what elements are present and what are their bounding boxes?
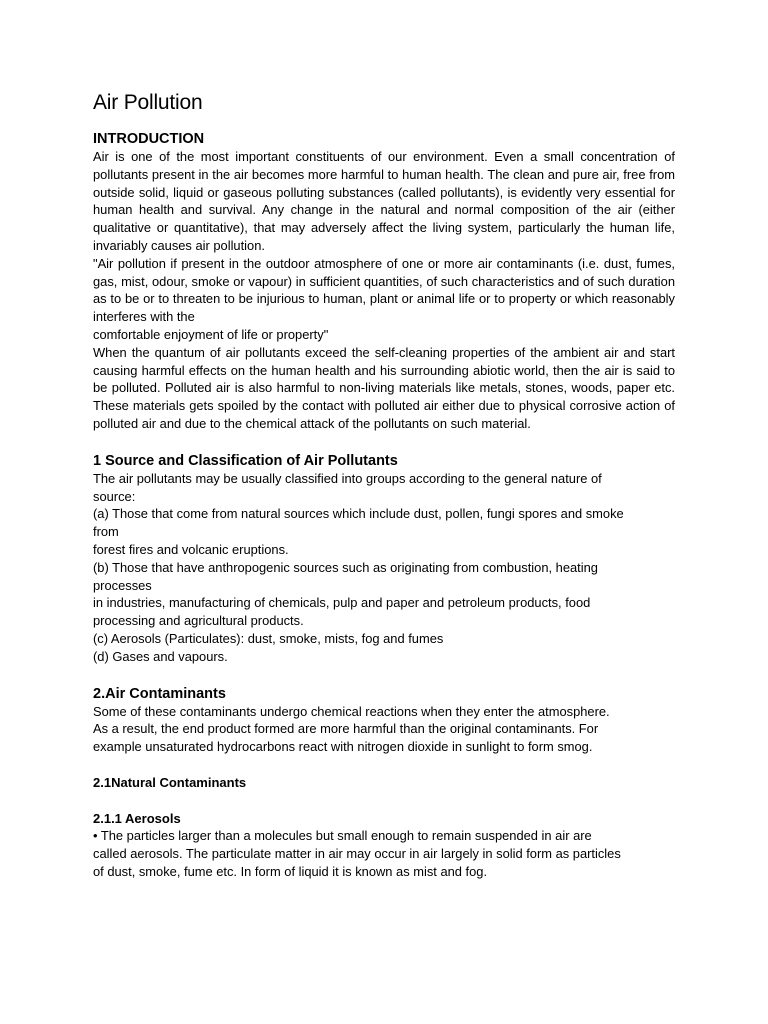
intro-paragraph-3: When the quantum of air pollutants exceed the self-cleaning properties of the ambient air and start causing harmful effects on the human health and his surrounding abiotic world, then the air is said to be polluted. Polluted air is also harmful to non-living materials like metals, stones, woods, paper etc. These materials gets spoiled by the contact with polluted air either due to physical corrosive action of polluted air and due to the chemical attack of the pollutants on such material. <box>93 344 675 431</box>
section-2-1-1-line: called aerosols. The particulate matter in air may occur in air largely in solid form as particles <box>93 845 621 861</box>
section-2-1-1-line: of dust, smoke, fume etc. In form of liquid it is known as mist and fog. <box>93 863 488 879</box>
section-2-heading: 2.Air Contaminants <box>93 685 226 702</box>
section-2-1-1-line: • The particles larger than a molecules but small enough to remain suspended in air are <box>93 827 592 843</box>
intro-heading: INTRODUCTION <box>93 131 205 147</box>
section-1-line: (c) Aerosols (Particulates): dust, smoke, mists, fog and fumes <box>93 630 444 646</box>
section-2-line: Some of these contaminants undergo chemical reactions when they enter the atmosphere. <box>93 703 610 719</box>
intro-paragraph-2: "Air pollution if present in the outdoor atmosphere of one or more air contaminants (i.e. dust, fumes, gas, mist, odour, smoke or vapour) in sufficient quantities, of such characteristics and of such duration as to be or to threaten to be injurious to human, plant or animal life or to property or which reasonably interferes with the <box>93 255 675 325</box>
section-2-1-1-body <box>93 827 675 880</box>
section-1-line: The air pollutants may be usually classified into groups according to the general nature of <box>93 470 602 486</box>
section-1-line: (a) Those that come from natural sources which include dust, pollen, fungi spores and smoke <box>93 506 624 522</box>
section-1-line: processing and agricultural products. <box>93 613 304 629</box>
section-1-line: processes <box>93 577 152 593</box>
section-2-body <box>93 703 675 756</box>
section-1-line: (b) Those that have anthropogenic sources such as originating from combustion, heating <box>93 559 598 575</box>
document-page <box>93 86 675 880</box>
section-2-line: example unsaturated hydrocarbons react with nitrogen dioxide in sunlight to form smog. <box>93 739 593 755</box>
intro-paragraph-1: Air is one of the most important constituents of our environment. Even a small concentration of pollutants present in the air becomes more harmful to human health. The clean and pure air, free from outside solid, liquid or gaseous polluting substances (called pollutants), is evidently very essential for human health and survival. Any change in the natural and normal composition of the air (either qualitative or quantitative), that may adversely affect the living system, particularly the human life, invariably causes air pollution. <box>93 149 675 253</box>
intro-paragraph-2-tail: comfortable enjoyment of life or property" <box>93 326 329 342</box>
section-2-line: As a result, the end product formed are more harmful than the original contaminants. For <box>93 721 599 737</box>
document-title: Air Pollution <box>93 91 203 114</box>
section-2-1-1-heading: 2.1.1 Aerosols <box>93 810 181 826</box>
section-1-line: source: <box>93 488 136 504</box>
section-1-line: from <box>93 524 119 540</box>
section-1-line: forest fires and volcanic eruptions. <box>93 541 289 557</box>
section-1-body <box>93 470 675 666</box>
section-1-line: (d) Gases and vapours. <box>93 648 228 664</box>
section-1-line: in industries, manufacturing of chemicals, pulp and paper and petroleum products, food <box>93 595 591 611</box>
section-1-heading: 1 Source and Classification of Air Pollutants <box>93 452 398 469</box>
section-2-1-heading: 2.1Natural Contaminants <box>93 774 247 790</box>
